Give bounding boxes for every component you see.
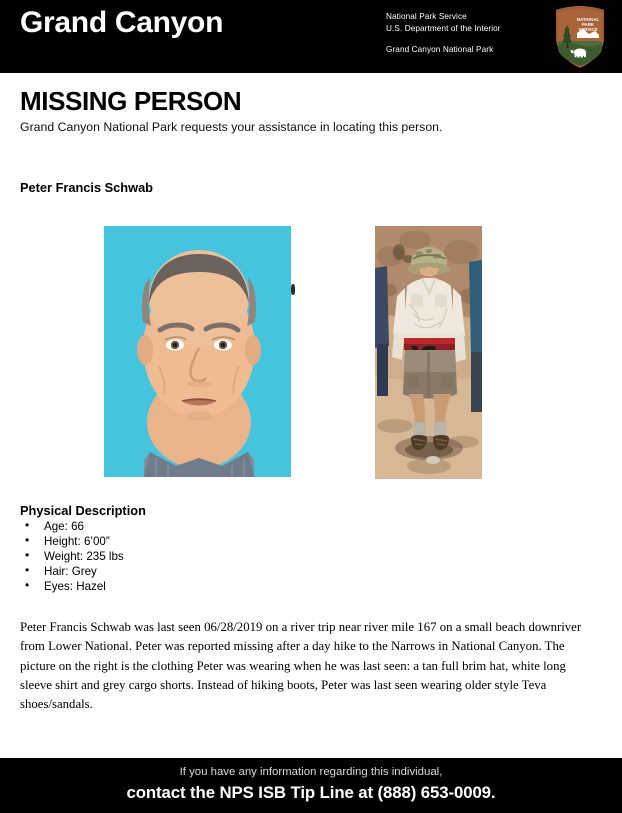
agency-spacer: [386, 35, 501, 44]
agency-identifier: [386, 11, 501, 56]
logo-text-national: NATIONAL: [576, 17, 600, 22]
nps-arrowhead-logo: [553, 5, 607, 69]
logo-text-park: PARK: [581, 22, 595, 27]
missing-person-name: Peter Francis Schwab: [20, 180, 153, 195]
page-title: MISSING PERSON: [20, 86, 242, 116]
agency-line-park-unit: Grand Canyon National Park: [386, 44, 494, 54]
list-item: • Age: 66: [20, 519, 124, 534]
list-item: • Weight: 235 lbs: [20, 549, 124, 564]
footer-info-line: If you have any information regarding this individual,: [179, 766, 443, 778]
incident-narrative: Peter Francis Schwab was last seen 06/28/2019 on a river trip near river mile 167 on a small beach downriver from Lower National. Peter was reported missing after a day hike to the Narrows in National Canyon. The picture on the right is the clothing Peter was wearing when he was last seen: a tan full brim hat, white long sleeve shirt and grey cargo shorts. Instead of hiking boots, Peter was last seen wearing older style Teva shoes/sandals.: [20, 620, 582, 712]
tip-line-contact: contact the NPS ISB Tip Line at (888) 653-0009.: [126, 783, 496, 802]
brand-title: Grand Canyon: [20, 6, 224, 39]
page-footer: [0, 758, 622, 813]
agency-line-national-park-service: National Park Service: [386, 12, 467, 21]
id-portrait-photo: [104, 226, 291, 477]
list-item: • Eyes: Hazel: [20, 579, 124, 594]
page-header: [0, 0, 622, 73]
logo-text-service: SERVICE: [578, 27, 598, 32]
agency-line-department-interior: U.S. Department of the Interior: [386, 23, 501, 33]
list-item: • Height: 6’00”: [20, 534, 124, 549]
clothing-reference-photo: [375, 226, 482, 479]
physical-description-heading: Physical Description: [20, 503, 146, 518]
scan-artifact-mark: [291, 284, 295, 295]
physical-description-list: [20, 519, 124, 594]
page-subtitle: Grand Canyon National Park requests your assistance in locating this person.: [20, 120, 443, 134]
list-item: • Hair: Grey: [20, 564, 124, 579]
